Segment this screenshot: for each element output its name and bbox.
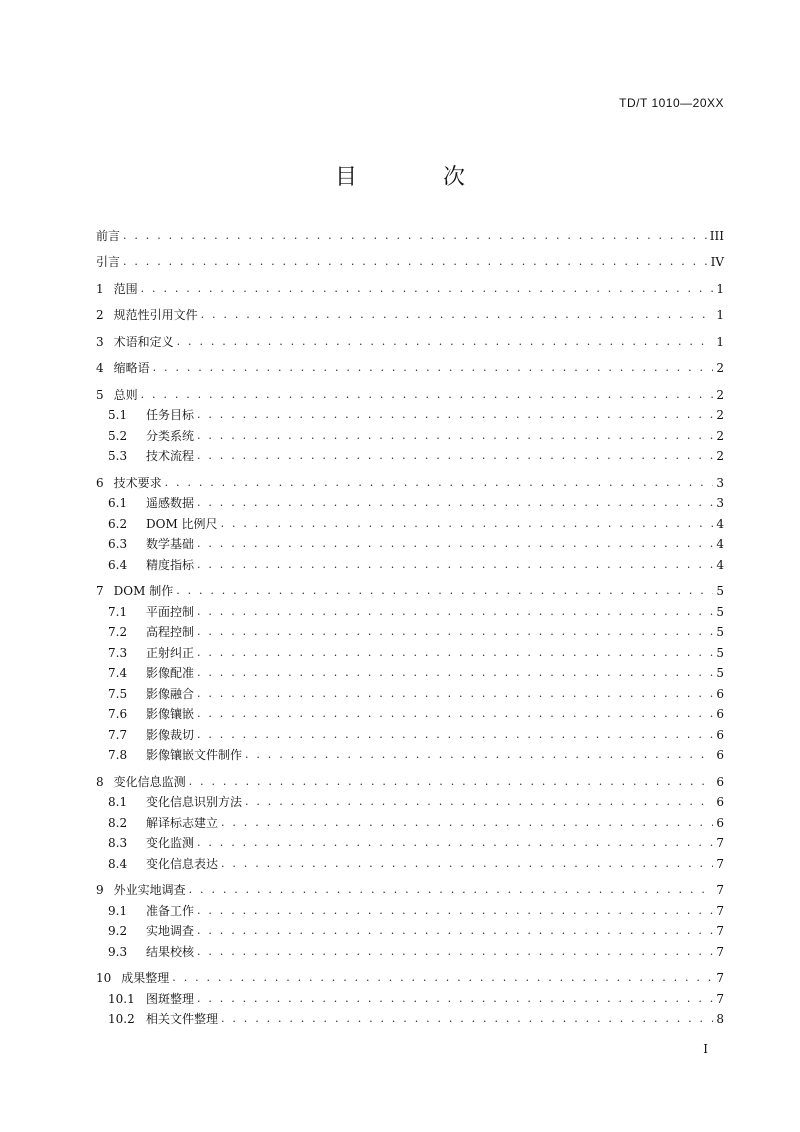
dot-leader (221, 857, 713, 871)
toc-entry[interactable] (96, 830, 724, 851)
toc-entry[interactable] (96, 701, 724, 722)
toc-entry-number: 7.6 (108, 707, 128, 721)
dot-leader (197, 646, 713, 660)
toc-entry[interactable] (96, 1006, 724, 1027)
toc-entry[interactable] (96, 381, 724, 402)
dot-leader (197, 924, 713, 938)
toc-entry-label: 成果整理 (121, 971, 170, 985)
toc-entry-number: 6 (96, 475, 104, 490)
toc-entry-page: 2 (716, 387, 724, 402)
toc-entry-number: 7.8 (108, 748, 128, 762)
toc-entry-label: 影像镶嵌文件制作 (146, 748, 243, 762)
toc-entry[interactable] (96, 402, 724, 423)
toc-entry-page: 7 (716, 836, 724, 850)
dot-leader (197, 625, 713, 639)
toc-entry-number: 5.1 (108, 408, 128, 422)
toc-entry-label: 平面控制 (146, 604, 195, 619)
toc-entry-page: 7 (716, 924, 724, 938)
toc-entry-page: 3 (716, 496, 724, 510)
dot-leader (197, 666, 713, 680)
toc-entry-page: 3 (716, 475, 724, 490)
toc-entry-number: 9.1 (108, 903, 128, 918)
dot-leader (245, 795, 713, 809)
dot-leader (197, 904, 713, 918)
toc-entry-page: 5 (716, 645, 724, 660)
toc-entry[interactable] (96, 578, 724, 599)
toc-entry-number: 7.1 (108, 604, 128, 619)
toc-entry-page: 5 (716, 666, 724, 680)
toc-entry-number: 5.3 (108, 449, 128, 463)
toc-entry[interactable] (96, 222, 724, 243)
dot-leader (197, 449, 713, 463)
toc-entry-number: 10 (96, 971, 112, 985)
dot-leader (197, 707, 713, 721)
toc-entry-number: 7.3 (108, 645, 128, 660)
dot-leader (141, 282, 713, 296)
dot-leader (153, 361, 713, 375)
page-number: I (703, 1042, 708, 1056)
toc-entry-page: 2 (716, 428, 724, 443)
toc-entry-page: 6 (716, 686, 724, 701)
toc-entry-number: 9.3 (108, 944, 128, 959)
toc-entry[interactable] (96, 531, 724, 552)
toc-entry-page: 5 (716, 625, 724, 639)
toc-title: 目 次 (334, 165, 497, 190)
toc-entry[interactable] (96, 809, 724, 830)
dot-leader (221, 1012, 713, 1026)
dot-leader (221, 816, 713, 830)
toc-entry[interactable] (96, 742, 724, 763)
toc-entry[interactable] (96, 850, 724, 871)
dot-leader (165, 476, 713, 490)
toc-entry-label: 结果校核 (146, 944, 195, 959)
toc-entry-label: 影像裁切 (146, 727, 195, 742)
toc-entry-label: 精度指标 (146, 557, 195, 572)
toc-entry-page: 7 (716, 944, 724, 959)
toc-entry-number: 5.2 (108, 428, 128, 443)
toc-entry[interactable] (96, 789, 724, 810)
toc-entry-label: 外业实地调查 (113, 883, 186, 897)
toc-entry-page: III (709, 228, 724, 243)
toc-entry-label: 技术要求 (113, 475, 162, 490)
toc-entry-page: 7 (716, 991, 724, 1006)
toc-entry-number: 9 (96, 883, 104, 897)
toc-entry-page: 7 (716, 903, 724, 918)
toc-entry-page: 7 (716, 883, 724, 897)
toc-entry-number: 6.4 (108, 557, 128, 572)
toc-entry-page: 4 (716, 557, 724, 572)
toc-entry-number: 1 (96, 281, 104, 296)
toc-entry-page: 4 (716, 537, 724, 551)
toc-entry[interactable] (96, 249, 724, 270)
dot-leader (177, 335, 713, 349)
toc-entry[interactable] (96, 422, 724, 443)
dot-leader (197, 992, 713, 1006)
toc-entry-number: 4 (96, 361, 104, 375)
dot-leader (123, 229, 707, 243)
toc-entry-number: 8.2 (108, 815, 128, 830)
toc-entry-page: 8 (716, 1012, 724, 1026)
toc-entry-number: 6.1 (108, 496, 128, 510)
toc-entry[interactable] (96, 768, 724, 789)
toc-entry-label: DOM 制作 (113, 584, 174, 598)
toc-entry-number: 9.2 (108, 924, 128, 938)
toc-entry-page: 7 (716, 971, 724, 985)
toc-entry-page: 7 (716, 856, 724, 871)
toc-entry-number: 7.4 (108, 666, 128, 680)
toc-entry-page: 1 (716, 281, 724, 296)
toc-entry-page: 6 (716, 795, 724, 809)
toc-entry-number: 10.1 (108, 991, 135, 1006)
toc-entry-label: 变化监测 (146, 836, 195, 850)
toc-entry-label: 变化信息监测 (113, 774, 186, 789)
toc-entry-label: 实地调查 (146, 924, 195, 938)
toc-entry[interactable] (96, 918, 724, 939)
toc-entry[interactable] (96, 965, 724, 986)
toc-entry[interactable] (96, 328, 724, 349)
toc-entry[interactable] (96, 938, 724, 959)
toc-entry-label: 总则 (113, 387, 138, 402)
dot-leader (221, 517, 713, 531)
dot-leader (197, 728, 713, 742)
dot-leader (189, 775, 713, 789)
toc-entry-page: 6 (716, 727, 724, 742)
toc-entry-number: 6.3 (108, 537, 128, 551)
toc-entry-label: 遥感数据 (146, 496, 195, 510)
toc-entry-label: 引言 (96, 255, 121, 269)
toc-entry-number: 3 (96, 334, 104, 349)
toc-entry-label: 技术流程 (146, 449, 195, 463)
toc-entry-number: 7.2 (108, 625, 128, 639)
toc-entry-label: 图斑整理 (146, 991, 195, 1006)
toc-entry[interactable] (96, 680, 724, 701)
toc-entry-page: 2 (716, 408, 724, 422)
dot-leader (197, 687, 713, 701)
dot-leader (197, 429, 713, 443)
toc-entry-label: 术语和定义 (113, 334, 174, 349)
toc-entry-page: IV (710, 255, 724, 269)
toc-entry-number: 7 (96, 584, 104, 598)
toc-entry-number: 2 (96, 308, 104, 322)
toc-entry-label: 变化信息表达 (146, 856, 219, 871)
toc-entry-label: 变化信息识别方法 (146, 795, 243, 809)
toc-entry-number: 5 (96, 387, 104, 402)
toc-entry-label: 高程控制 (146, 625, 195, 639)
toc-entry-page: 1 (716, 308, 724, 322)
toc-entry-page: 6 (716, 748, 724, 762)
toc-entry-label: 规范性引用文件 (113, 308, 198, 322)
toc-entry[interactable] (96, 660, 724, 681)
toc-entry-number: 7.5 (108, 686, 128, 701)
toc-entry[interactable] (96, 897, 724, 918)
toc-entry-number: 8 (96, 774, 104, 789)
toc-entry-label: 缩略语 (113, 361, 150, 375)
toc-entry-label: 任务目标 (146, 408, 195, 422)
toc-entry-page: 2 (716, 449, 724, 463)
toc-entry-page: 4 (716, 516, 724, 531)
dot-leader (141, 388, 713, 402)
toc-entry[interactable] (96, 275, 724, 296)
toc-entry[interactable] (96, 721, 724, 742)
toc-entry-page: 5 (716, 604, 724, 619)
toc-entry[interactable] (96, 598, 724, 619)
toc-entry-number: 8.4 (108, 856, 128, 871)
toc-entry-label: DOM 比例尺 (146, 516, 218, 531)
dot-leader (197, 945, 713, 959)
dot-leader (197, 408, 713, 422)
toc-entry-number: 8.1 (108, 795, 128, 809)
toc-entry-number: 10.2 (108, 1012, 135, 1026)
toc-entry-label: 影像配准 (146, 666, 195, 680)
toc-entry[interactable] (96, 469, 724, 490)
toc-entry-label: 分类系统 (146, 428, 195, 443)
table-of-contents (96, 222, 724, 1026)
toc-entry-page: 1 (716, 334, 724, 349)
toc-entry[interactable] (96, 639, 724, 660)
toc-entry[interactable] (96, 510, 724, 531)
toc-entry-label: 数学基础 (146, 537, 195, 551)
toc-entry-page: 5 (716, 584, 724, 598)
toc-entry-label: 范围 (113, 281, 138, 296)
toc-entry-page: 6 (716, 815, 724, 830)
toc-entry-page: 6 (716, 707, 724, 721)
toc-entry-page: 2 (716, 361, 724, 375)
toc-entry-label: 准备工作 (146, 903, 195, 918)
toc-entry-number: 8.3 (108, 836, 128, 850)
toc-entry-label: 前言 (96, 228, 121, 243)
dot-leader (197, 558, 713, 572)
toc-entry-label: 解译标志建立 (146, 815, 219, 830)
toc-entry[interactable] (96, 302, 724, 323)
toc-entry[interactable] (96, 490, 724, 511)
toc-entry-label: 相关文件整理 (146, 1012, 219, 1026)
toc-entry[interactable] (96, 619, 724, 640)
dot-leader (172, 971, 713, 985)
dot-leader (197, 537, 713, 551)
dot-leader (201, 308, 713, 322)
toc-entry-label: 影像融合 (146, 686, 195, 701)
toc-entry[interactable] (96, 551, 724, 572)
dot-leader (123, 255, 708, 269)
toc-entry-label: 影像镶嵌 (146, 707, 195, 721)
dot-leader (197, 605, 713, 619)
dot-leader (197, 496, 713, 510)
toc-entry-number: 7.7 (108, 727, 128, 742)
dot-leader (245, 748, 713, 762)
dot-leader (189, 883, 713, 897)
toc-entry-number: 6.2 (108, 516, 128, 531)
toc-entry-label: 正射纠正 (146, 645, 195, 660)
toc-entry[interactable] (96, 355, 724, 376)
document-code: TD/T 1010—20XX (619, 96, 724, 110)
dot-leader (176, 584, 713, 598)
toc-entry-page: 6 (716, 774, 724, 789)
toc-entry[interactable] (96, 985, 724, 1006)
toc-entry[interactable] (96, 877, 724, 898)
dot-leader (197, 836, 713, 850)
toc-entry[interactable] (96, 443, 724, 464)
